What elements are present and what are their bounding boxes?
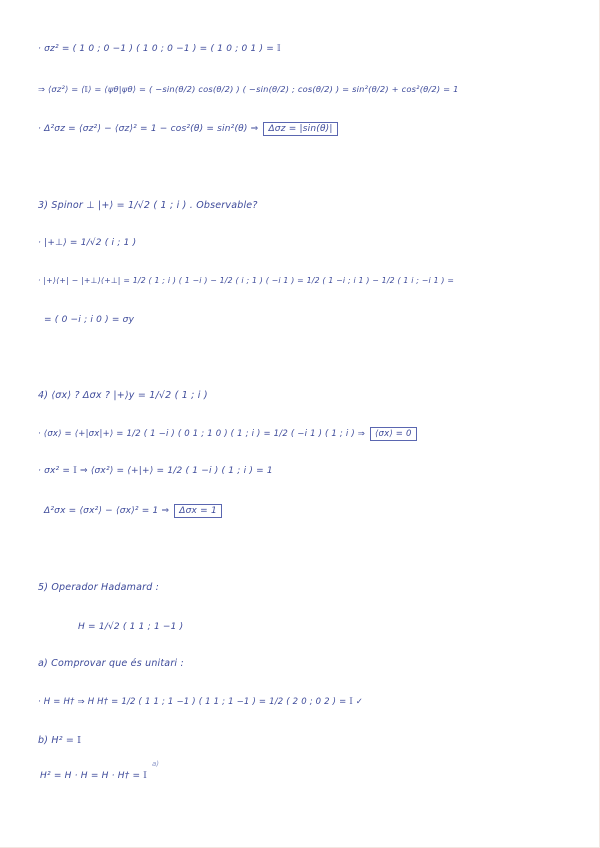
section-5a-title: a) Comprovar que és unitari : [38, 658, 184, 669]
variance-sigma-z-boxed-result: Δσz = |sin(θ)| [263, 122, 337, 136]
section-4-expectation-text: · ⟨σx⟩ = ⟨+|σx|+⟩ = 1/2 ( 1 −i ) ( 0 1 ; 1 0 ) ( 1 ; i ) = 1/2 ( −i 1 ) ( 1 ; i ) ⇒ [38, 429, 366, 439]
section-4-variance-text: Δ²σx = ⟨σx²⟩ − ⟨σx⟩² = 1 ⇒ [44, 506, 170, 516]
section-4-expectation-line [38, 427, 417, 441]
section-4-expectation-boxed-result: ⟨σx⟩ = 0 [370, 427, 417, 441]
section-4-variance-line [44, 504, 222, 518]
expectation-sigma-z-squared-line: ⇒ ⟨σz²⟩ = ⟨𝕀⟩ = ⟨ψθ|ψθ⟩ = ( −sin(θ/2) cos(θ/2) ) ( −sin(θ/2) ; cos(θ/2) ) = sin²(θ/2) + cos²(θ/2) = 1 [38, 84, 459, 94]
section-5b-calculation: H² = H · H = H · H† = 𝕀 [40, 771, 148, 781]
section-3-title: 3) Spinor ⊥ |+⟩ = 1/√2 ( 1 ; i ) . Observable? [38, 200, 258, 211]
section-3-result: = ( 0 −i ; i 0 ) = σy [44, 315, 135, 325]
section-5b-annotation: a) [152, 760, 160, 768]
section-3-perpendicular-spinor: · |+⊥⟩ = 1/√2 ( i ; 1 ) [38, 238, 137, 248]
section-4-title: 4) ⟨σx⟩ ? Δσx ? |+⟩y = 1/√2 ( 1 ; i ) [38, 390, 208, 401]
variance-sigma-z-text: · Δ²σz = ⟨σz²⟩ − ⟨σz⟩² = 1 − cos²(θ) = sin²(θ) ⇒ [38, 124, 259, 134]
section-4-variance-boxed-result: Δσx = 1 [174, 504, 222, 518]
hadamard-definition: H = 1/√2 ( 1 1 ; 1 −1 ) [78, 622, 184, 632]
section-5a-unitarity-check: · H = H† ⇒ H H† = 1/2 ( 1 1 ; 1 −1 ) ( 1 1 ; 1 −1 ) = 1/2 ( 2 0 ; 0 2 ) = 𝕀 ✓ [38, 697, 364, 707]
section-5b-title: b) H² = 𝕀 [38, 735, 82, 746]
sigma-z-squared-line: · σz² = ( 1 0 ; 0 −1 ) ( 1 0 ; 0 −1 ) = ( 1 0 ; 0 1 ) = 𝕀 [38, 44, 281, 54]
variance-sigma-z-line [38, 122, 338, 136]
section-5-title: 5) Operador Hadamard : [38, 582, 160, 593]
section-4-square-line: · σx² = 𝕀 ⇒ ⟨σx²⟩ = ⟨+|+⟩ = 1/2 ( 1 −i ) ( 1 ; i ) = 1 [38, 466, 273, 476]
section-3-projector-difference: · |+⟩⟨+| − |+⊥⟩⟨+⊥| = 1/2 ( 1 ; i ) ( 1 −i ) − 1/2 ( i ; 1 ) ( −i 1 ) = 1/2 ( 1 −i ; i 1 ) − 1/2 ( 1 i ; −i 1 ) = [38, 276, 455, 285]
